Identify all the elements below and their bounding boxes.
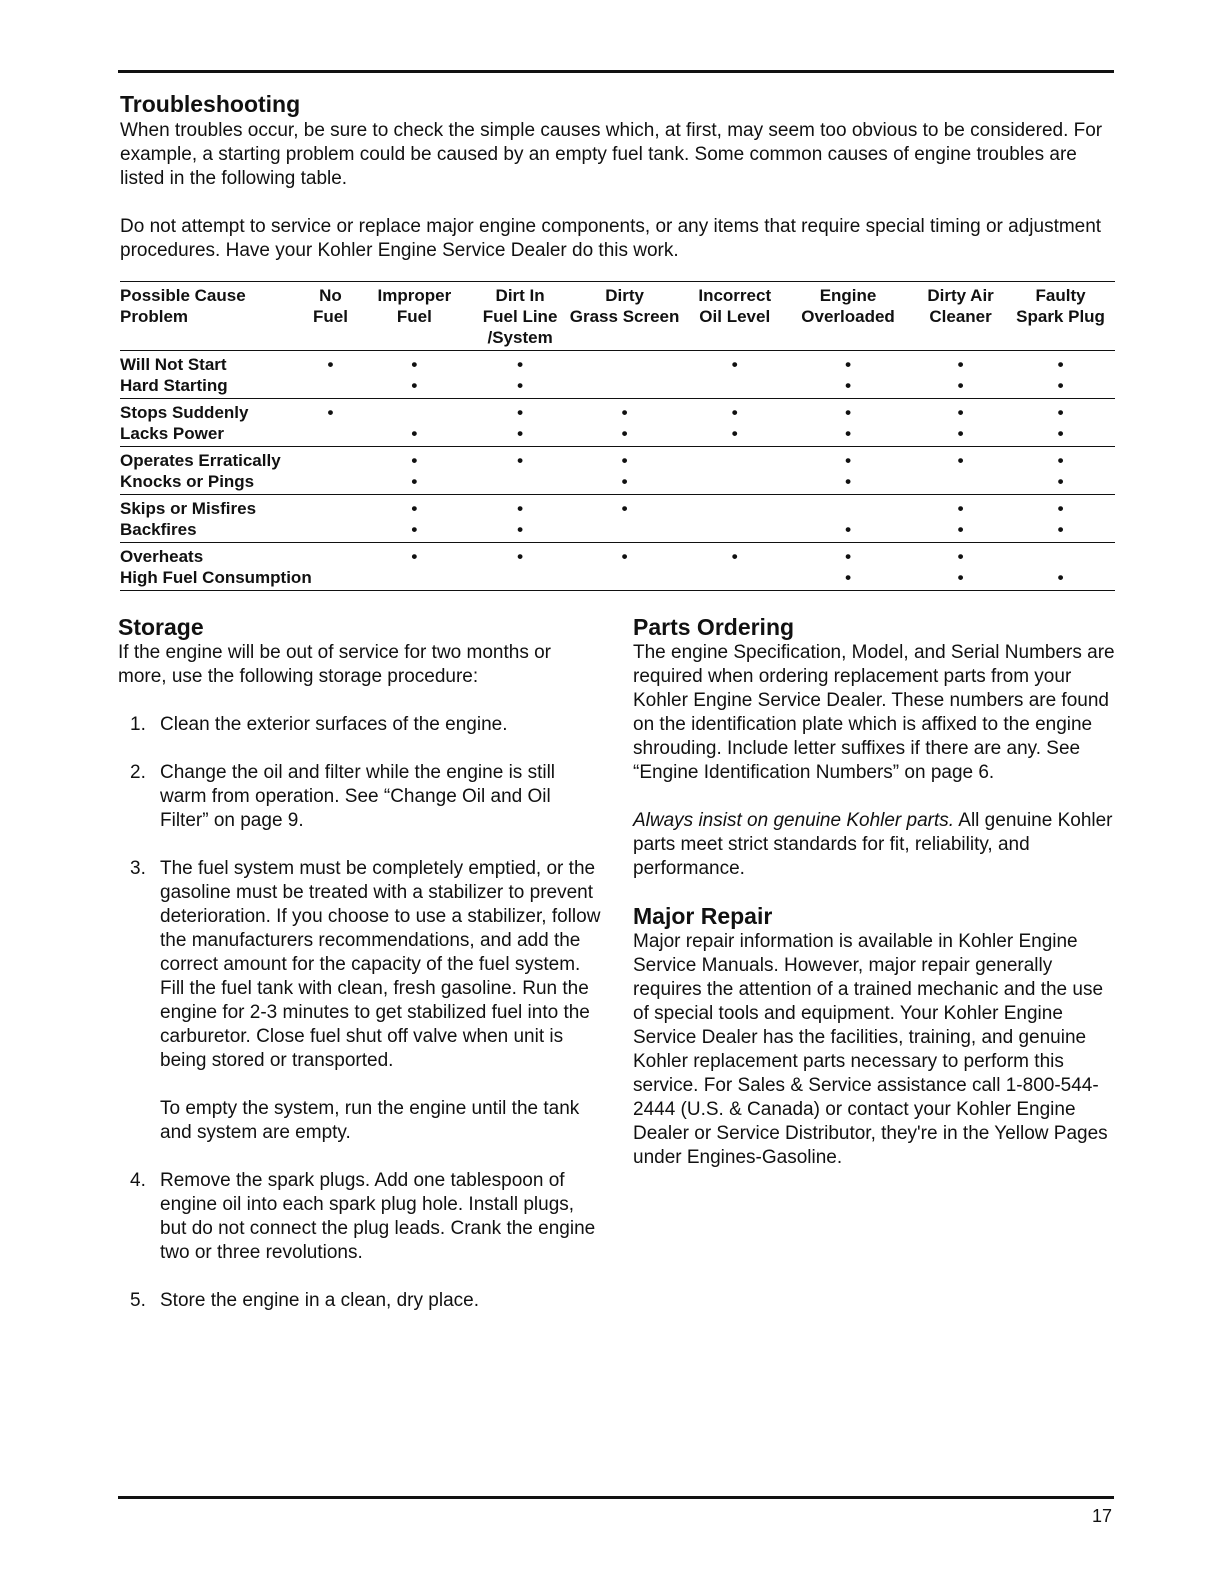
row-label: Knocks or Pings	[120, 471, 312, 495]
table-cell: •	[845, 451, 852, 470]
header-problem: Problem	[120, 307, 189, 326]
table-cell	[312, 495, 350, 520]
table-cell: •	[781, 567, 915, 591]
table-cell	[688, 495, 781, 520]
table-cell: •	[327, 355, 334, 374]
table-cell: •	[957, 451, 964, 470]
row-label: Hard Starting	[120, 375, 312, 399]
table-cell	[1006, 543, 1115, 568]
table-cell: •	[1057, 403, 1064, 422]
list-item: 4. Remove the spark plugs. Add one tablespoon of engine oil into each spark plug hole. Install plugs, but do not connect the plug leads. Crank the engine two or three revolutions.	[130, 1170, 596, 1263]
header-cause: Possible Cause	[120, 286, 246, 305]
row-label: Lacks Power	[120, 423, 312, 447]
major-repair-text: Major repair information is available in Kohler Engine Service Manuals. However, major repair generally requires the attention of a trained mechanic and the use of special tools and equipment. Your Kohler Engine Service Dealer has the facilities, training, and genuine Kohler replacement parts necessary to perform this service. For Sales & Service assistance call 1-800-544-2444 (U.S. & Canada) or contact your Kohler Engine Dealer or Service Distributor, they're in the Yellow Pages under Engines-Gasoline.	[633, 931, 1108, 1168]
header-no-fuel: No Fuel	[312, 282, 350, 351]
table-cell: •	[517, 499, 524, 518]
table-cell: •	[411, 547, 418, 566]
table-cell: •	[621, 547, 628, 566]
troubleshooting-table	[120, 281, 1115, 591]
table-body	[120, 351, 1115, 591]
table-cell: •	[517, 451, 524, 470]
row-label: Operates Erratically	[120, 451, 281, 470]
table-cell: •	[915, 567, 1006, 591]
table-cell: •	[915, 423, 1006, 447]
table-cell	[561, 567, 689, 591]
table-row	[120, 447, 1115, 472]
table-cell	[479, 567, 560, 591]
table-cell: •	[411, 355, 418, 374]
table-cell: •	[845, 355, 852, 374]
table-cell	[688, 447, 781, 472]
header-dirt-in-fuel-line: Dirt In Fuel Line /System	[479, 282, 560, 351]
table-cell: •	[349, 423, 479, 447]
table-cell: •	[688, 423, 781, 447]
table-cell: •	[349, 375, 479, 399]
table-cell: •	[349, 519, 479, 543]
storage-steps	[118, 713, 602, 1313]
table-cell: •	[561, 423, 689, 447]
troubleshooting-heading: Troubleshooting	[120, 91, 301, 117]
table-cell: •	[957, 547, 964, 566]
header-engine-overloaded: Engine Overloaded	[781, 282, 915, 351]
table-cell: •	[1006, 375, 1115, 399]
table-cell	[479, 471, 560, 495]
table-cell: •	[517, 355, 524, 374]
list-item: 1. Clean the exterior surfaces of the engine.	[130, 714, 508, 735]
table-cell	[312, 543, 350, 568]
table-cell	[312, 567, 350, 591]
header-dirty-air-cleaner: Dirty Air Cleaner	[915, 282, 1006, 351]
storage-intro: If the engine will be out of service for two months or more, use the following storage procedure:	[118, 642, 551, 687]
table-cell: •	[957, 499, 964, 518]
header-improper-fuel: Improper Fuel	[349, 282, 479, 351]
table-cell: •	[1006, 519, 1115, 543]
row-label: Skips or Misfires	[120, 499, 257, 518]
table-row	[120, 495, 1115, 520]
table-cell: •	[731, 355, 738, 374]
row-label: High Fuel Consumption	[120, 567, 312, 591]
table-cell: •	[1006, 423, 1115, 447]
list-item: 5. Store the engine in a clean, dry place.	[130, 1290, 479, 1311]
table-cell	[312, 423, 350, 447]
parts-ordering-section	[633, 614, 1115, 881]
table-row	[120, 351, 1115, 376]
table-cell: •	[411, 451, 418, 470]
table-row	[120, 375, 1115, 399]
table-cell: •	[781, 519, 915, 543]
table-cell: •	[1006, 567, 1115, 591]
table-cell: •	[327, 403, 334, 422]
table-cell: •	[517, 403, 524, 422]
table-cell: •	[479, 423, 560, 447]
table-cell: •	[561, 471, 689, 495]
table-row	[120, 543, 1115, 568]
table-cell: •	[781, 375, 915, 399]
table-cell: •	[1057, 451, 1064, 470]
table-cell: •	[621, 499, 628, 518]
table-cell: •	[411, 499, 418, 518]
table-cell	[561, 519, 689, 543]
table-cell	[561, 375, 689, 399]
row-label: Will Not Start	[120, 355, 227, 374]
table-cell	[349, 399, 479, 424]
page-number: 17	[1091, 1506, 1112, 1526]
table-cell: •	[957, 355, 964, 374]
table-cell	[561, 351, 689, 376]
table-row	[120, 399, 1115, 424]
major-repair-section	[633, 903, 1115, 1170]
row-label: Backfires	[120, 519, 312, 543]
table-cell: •	[731, 403, 738, 422]
table-cell	[781, 495, 915, 520]
troubleshooting-intro: When troubles occur, be sure to check the simple causes which, at first, may seem too obvious to be considered. For example, a starting problem could be caused by an empty fuel tank. Some common causes of engine troubles are listed in the following table.	[120, 120, 1103, 189]
table-row	[120, 471, 1115, 495]
table-cell	[312, 519, 350, 543]
list-item: 2. Change the oil and filter while the engine is still warm from operation. See “Change Oil and Oil Filter” on page 9.	[130, 762, 556, 831]
table-cell	[312, 375, 350, 399]
top-rule	[118, 70, 1114, 73]
header-cause-problem	[120, 282, 312, 351]
table-cell: •	[621, 451, 628, 470]
table-cell	[688, 519, 781, 543]
major-repair-heading: Major Repair	[633, 903, 773, 929]
table-cell	[688, 375, 781, 399]
table-cell: •	[915, 375, 1006, 399]
table-header-row	[120, 282, 1115, 351]
table-cell: •	[1057, 355, 1064, 374]
table-cell: •	[781, 471, 915, 495]
table-cell: •	[1057, 499, 1064, 518]
table-cell	[915, 471, 1006, 495]
header-dirty-grass-screen: Dirty Grass Screen	[561, 282, 689, 351]
parts-ordering-heading: Parts Ordering	[633, 614, 795, 640]
table-cell	[688, 567, 781, 591]
table-cell	[688, 471, 781, 495]
troubleshooting-section	[120, 91, 1114, 263]
storage-step-note: To empty the system, run the engine until the tank and system are empty.	[160, 1098, 580, 1143]
table-cell: •	[731, 547, 738, 566]
parts-genuine-text: Always insist on genuine Kohler parts. All genuine Kohler parts meet strict standards for fit, reliability, and performance.	[633, 810, 1113, 879]
storage-heading: Storage	[118, 614, 204, 640]
table-row	[120, 423, 1115, 447]
table-row	[120, 519, 1115, 543]
table-cell: •	[479, 375, 560, 399]
table-cell: •	[915, 519, 1006, 543]
header-incorrect-oil-level: Incorrect Oil Level	[688, 282, 781, 351]
table-cell: •	[957, 403, 964, 422]
list-item: 3. The fuel system must be completely emptied, or the gasoline must be treated with a stabilizer to prevent deterioration. If you choose to use a stabilizer, follow the manufacturers recommendations, and add the correct amount for the capacity of the fuel system. Fill the fuel tank with clean, fresh gasoline. Run the engine for 2-3 minutes to get stabilized fuel into the carburetor. Close fuel shut off valve when unit is being stored or transported. To empty the system, run the engine until the tank and system are empty.	[130, 858, 601, 1143]
table-row	[120, 567, 1115, 591]
bottom-rule	[118, 1496, 1114, 1499]
table-cell: •	[479, 519, 560, 543]
table-cell	[312, 447, 350, 472]
storage-section	[118, 614, 602, 1337]
row-label: Overheats	[120, 547, 204, 566]
table-cell: •	[349, 471, 479, 495]
table-cell: •	[517, 547, 524, 566]
table-cell: •	[845, 403, 852, 422]
table-cell: •	[621, 403, 628, 422]
row-label: Stops Suddenly	[120, 403, 249, 422]
table-cell	[312, 471, 350, 495]
header-faulty-spark-plug: Faulty Spark Plug	[1006, 282, 1115, 351]
table-cell: •	[1006, 471, 1115, 495]
table-cell: •	[845, 547, 852, 566]
troubleshooting-warning: Do not attempt to service or replace major engine components, or any items that require special timing or adjustment procedures. Have your Kohler Engine Service Dealer do this work.	[120, 216, 1102, 261]
parts-ordering-text: The engine Specification, Model, and Serial Numbers are required when ordering replacement parts from your Kohler Engine Service Dealer. These numbers are found on the identification plate which is affixed to the engine shrouding. Include letter suffixes if there are any. See “Engine Identification Numbers” on page 6.	[633, 642, 1115, 783]
table-cell: •	[781, 423, 915, 447]
table-cell	[349, 567, 479, 591]
